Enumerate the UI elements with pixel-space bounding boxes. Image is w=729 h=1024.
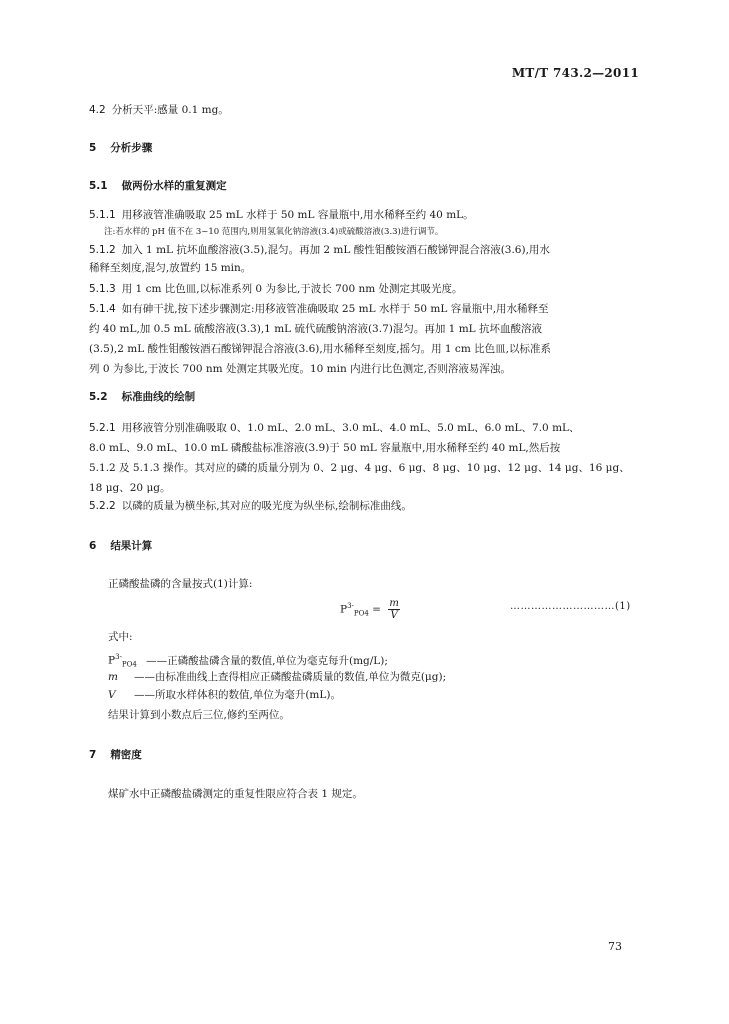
clause-5-2-1-line4: 18 μg、20 μg。 bbox=[89, 482, 171, 494]
rounding-rule: 结果计算到小数点后三位,修约至两位。 bbox=[108, 709, 290, 721]
clause-5-1-4-line4: 列 0 为参比,于波长 700 nm 处测定其吸光度。10 min 内进行比色测定,否则溶液易浑浊。 bbox=[89, 363, 511, 375]
formula-fraction bbox=[388, 598, 399, 621]
clause-5-2-1-line3: 5.1.2 及 5.1.3 操作。其对应的磷的质量分别为 0、2 μg、4 μg、6 μg、8 μg、10 μg、12 μg、14 μg、16 μg、 bbox=[89, 462, 630, 474]
variable-p-sup: 3- bbox=[115, 653, 122, 661]
variable-v-desc: ——所取水样体积的数值,单位为毫升(mL)。 bbox=[134, 689, 341, 701]
variable-m-symbol: m bbox=[108, 671, 118, 683]
formula-lhs-sub: PO4 bbox=[353, 609, 369, 618]
formula-dots: ………………………… bbox=[510, 601, 615, 612]
variable-m bbox=[108, 670, 446, 684]
section-5-1-heading: 5.1 做两份水样的重复测定 bbox=[89, 180, 227, 192]
where-label: 式中: bbox=[108, 631, 133, 643]
clause-5-2-2: 5.2.2 以磷的质量为横坐标,其对应的吸光度为纵坐标,绘制标准曲线。 bbox=[89, 500, 412, 512]
variable-v-symbol: V bbox=[108, 689, 116, 701]
variable-p-desc: ——正磷酸盐磷含量的数值,单位为毫克每升(mg/L); bbox=[146, 654, 388, 667]
formula-label: (1) bbox=[615, 601, 631, 612]
variable-p-sub: PO4 bbox=[121, 660, 137, 669]
formula-numerator: m bbox=[389, 598, 399, 609]
clause-5-2-1-line2: 8.0 mL、9.0 mL、10.0 mL 磷酸盐标准溶液(3.9)于 50 mL 容量瓶中,用水稀释至约 40 mL,然后按 bbox=[89, 442, 561, 454]
variable-p-symbol: P bbox=[108, 654, 116, 667]
section-5-heading: 5 分析步骤 bbox=[89, 142, 153, 154]
clause-5-1-3: 5.1.3 用 1 cm 比色皿,以标准系列 0 为参比,于波长 700 nm 处测定其吸光度。 bbox=[89, 283, 463, 295]
formula-1 bbox=[340, 598, 400, 621]
precision-text: 煤矿水中正磷酸盐磷测定的重复性限应符合表 1 规定。 bbox=[108, 788, 363, 800]
formula-equals: = bbox=[372, 603, 381, 616]
clause-5-1-4: 5.1.4 如有砷干扰,按下述步骤测定:用移液管准确吸取 25 mL 水样于 50 mL 容量瓶中,用水稀释至 bbox=[89, 303, 549, 315]
section-6-heading: 6 结果计算 bbox=[89, 540, 153, 552]
variable-p bbox=[108, 650, 388, 672]
clause-5-1-1: 5.1.1 用移液管准确吸取 25 mL 水样于 50 mL 容量瓶中,用水稀释至约 40 mL。 bbox=[89, 209, 474, 221]
section-5-2-heading: 5.2 标准曲线的绘制 bbox=[89, 391, 196, 403]
formula-lhs: P bbox=[340, 603, 348, 616]
clause-4-2: 4.2 分析天平:感量 0.1 mg。 bbox=[89, 104, 229, 116]
section-7-heading: 7 精密度 bbox=[89, 749, 142, 761]
formula-denominator: V bbox=[390, 610, 398, 621]
note-5-1-1: 注:若水样的 pH 值不在 3~10 范围内,则用氢氧化钠溶液(3.4)或硫酸溶液(3.3)进行调节。 bbox=[104, 227, 444, 237]
clause-5-2-1: 5.2.1 用移液管分别准确吸取 0、1.0 mL、2.0 mL、3.0 mL、4.0 mL、5.0 mL、6.0 mL、7.0 mL、 bbox=[89, 422, 580, 434]
variable-v bbox=[108, 688, 341, 702]
standard-number: MT/T 743.2—2011 bbox=[511, 66, 639, 80]
page-number: 73 bbox=[608, 940, 622, 953]
clause-5-1-4-line2: 约 40 mL,加 0.5 mL 硫酸溶液(3.3),1 mL 硫代硫酸钠溶液(3.7)混匀。再加 1 mL 抗坏血酸溶液 bbox=[89, 323, 542, 335]
clause-5-1-4-line3: (3.5),2 mL 酸性钼酸铵酒石酸锑钾混合溶液(3.6),用水稀释至刻度,摇匀。用 1 cm 比色皿,以标准系 bbox=[89, 343, 551, 355]
variable-m-desc: ——由标准曲线上查得相应正磷酸盐磷质量的数值,单位为微克(μg); bbox=[134, 671, 447, 683]
formula-number bbox=[510, 601, 631, 612]
calc-intro: 正磷酸盐磷的含量按式(1)计算: bbox=[108, 578, 253, 590]
clause-5-1-2-cont: 稀释至刻度,混匀,放置约 15 min。 bbox=[89, 262, 252, 274]
clause-5-1-2: 5.1.2 加入 1 mL 抗坏血酸溶液(3.5),混匀。再加 2 mL 酸性钼酸铵酒石酸锑钾混合溶液(3.6),用水 bbox=[89, 244, 550, 256]
formula-lhs-sup: 3- bbox=[347, 602, 354, 610]
